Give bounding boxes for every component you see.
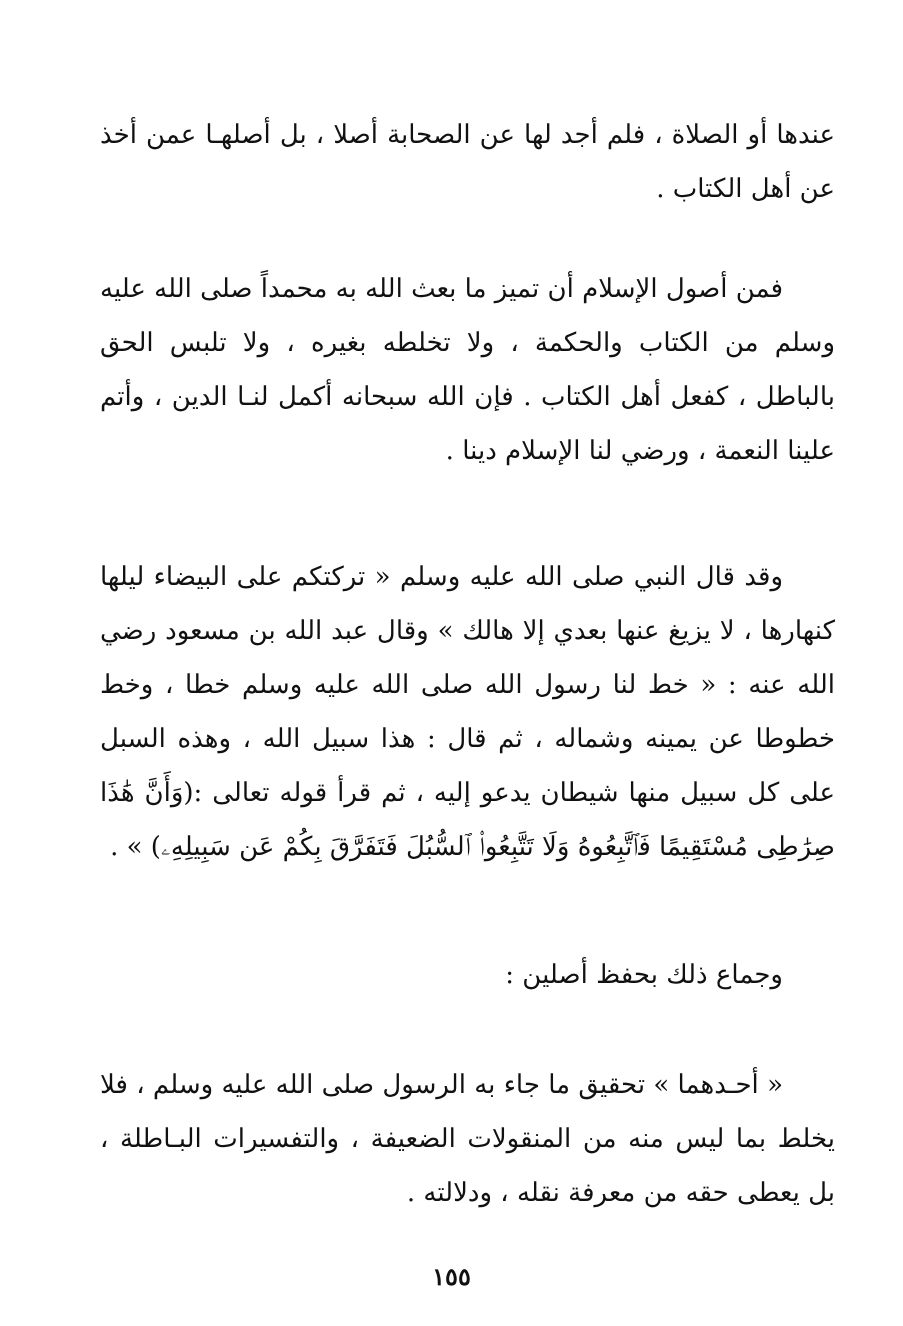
paragraph-two-principles-heading: [100, 948, 835, 1002]
paragraph-text: فمن أصول الإسلام أن تميز ما بعث الله به محمداً صلى الله عليه وسلم من الكتاب والحكمة ، ولا تخلطه بغيره ، ولا تلبس الحق بالباطل ، كفعل أهل الكتاب . فإن الله سبحانه أكمل لنـا الدين ، وأتم علينا النعمة ، ورضي لنا الإسلام دينا .: [100, 274, 835, 466]
paragraph-text: « أحـدهما » تحقيق ما جاء به الرسول صلى الله عليه وسلم ، فلا يخلط بما ليس منه من المنقولات الضعيفة ، والتفسيرات البـاطلة ، بل يعطى حقه من معرفة نقله ، ودلالته .: [100, 1070, 835, 1208]
page-number: ١٥٥: [432, 1262, 471, 1291]
paragraph-islam-principles: [100, 262, 835, 478]
paragraph-text: وقد قال النبي صلى الله عليه وسلم « تركتكم على البيضاء ليلها كنهارها ، لا يزيغ عنها بعدي إلا هالك » وقال عبد الله بن مسعود رضي الله عنه : « خط لنا رسول الله صلى الله عليه وسلم خطا ، وخط خطوطا عن يمينه وشماله ، ثم قال : هذا سبيل الله ، وهذه السبل على كل سبيل منها شيطان يدعو إليه ، ثم قرأ قوله تعالى :(وَأَنَّ هَٰذَا صِرَٰطِى مُسْتَقِيمًا فَٱتَّبِعُوهُ وَلَا تَتَّبِعُوا۟ ٱلسُّبُلَ فَتَفَرَّقَ بِكُمْ عَن سَبِيلِهِۦ) » .: [100, 562, 835, 862]
paragraph-continuation: [100, 108, 835, 216]
paragraph-text: عندها أو الصلاة ، فلم أجد لها عن الصحابة أصلا ، بل أصلهـا عمن أخذ عن أهل الكتاب .: [100, 120, 835, 204]
paragraph-first-principle: [100, 1058, 835, 1220]
paragraph-hadith: [100, 550, 835, 874]
paragraph-text: وجماع ذلك بحفظ أصلين :: [505, 960, 783, 990]
